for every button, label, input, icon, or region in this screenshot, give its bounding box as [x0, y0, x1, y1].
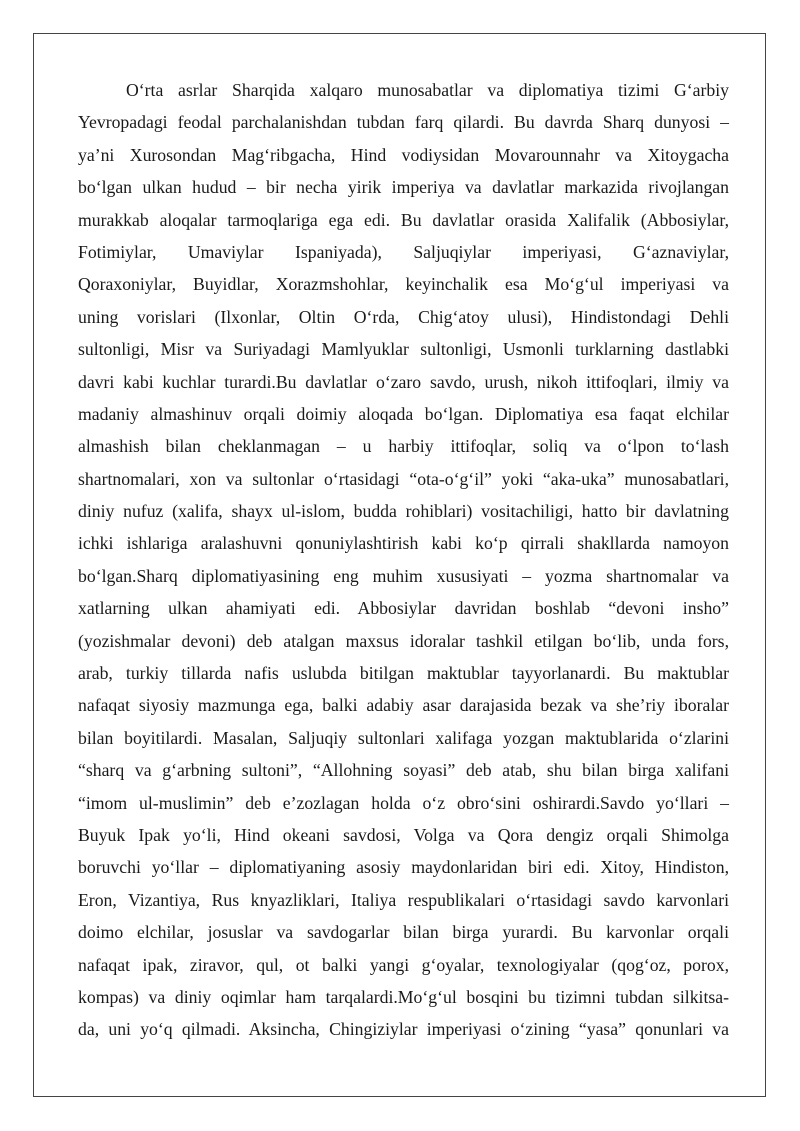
text-line: kompas) va diniy oqimlar ham tarqalardi.Mo‘g‘ul bosqini bu tizimni tubdan silkitsa- — [78, 986, 729, 1007]
text-line: boruvchi yo‘llar – diplomatiyaning asosiy maydonlaridan biri edi. Xitoy, Hindiston, — [78, 857, 729, 878]
text-line: bo‘lgan.Sharq diplomatiyasining eng muhim xususiyati – yozma shartnomalar va — [78, 565, 729, 586]
text-line: sultonligi, Misr va Suriyadagi Mamlyuklar sultonligi, Usmonli turklarning dastlabki — [78, 339, 729, 360]
text-line: murakkab aloqalar tarmoqlariga ega edi. Bu davlatlar orasida Xalifalik (Abbosiylar, — [78, 209, 729, 230]
body-paragraph — [78, 74, 729, 1046]
text-line: bilan boyitilardi. Masalan, Saljuqiy sultonlari xalifaga yozgan maktublarida o‘zlarini — [78, 727, 729, 748]
text-line: davri kabi kuchlar turardi.Bu davlatlar o‘zaro savdo, urush, nikoh ittifoqlari, ilmiy va — [78, 371, 729, 392]
text-line: almashish bilan cheklanmagan – u harbiy ittifoqlar, soliq va o‘lpon to‘lash — [78, 436, 729, 457]
text-line: da, uni yo‘q qilmadi. Aksincha, Chingiziylar imperiyasi o‘zining “yasa” qonunlari va — [78, 1019, 729, 1040]
text-line: arab, turkiy tillarda nafis uslubda bitilgan maktublar tayyorlanardi. Bu maktublar — [78, 663, 729, 684]
text-line: doimo elchilar, josuslar va savdogarlar bilan birga yurardi. Bu karvonlar orqali — [78, 922, 729, 943]
text-line: “sharq va g‘arbning sultoni”, “Allohning soyasi” deb atab, shu bilan birga xalifani — [78, 760, 729, 781]
text-line: shartnomalari, xon va sultonlar o‘rtasidagi “ota-o‘g‘il” yoki “aka-uka” munosabatlari, — [78, 468, 729, 489]
text-line: xatlarning ulkan ahamiyati edi. Abbosiylar davridan boshlab “devoni insho” — [78, 598, 729, 619]
text-line: diniy nufuz (xalifa, shayx ul-islom, budda rohiblari) vositachiligi, hatto bir davlatning — [78, 501, 729, 522]
text-line: Buyuk Ipak yo‘li, Hind okeani savdosi, Volga va Qora dengiz orqali Shimolga — [78, 824, 729, 845]
text-line: “imom ul-muslimin” deb e’zozlagan holda o‘z obro‘sini oshirardi.Savdo yo‘llari – — [78, 792, 729, 813]
text-line: nafaqat ipak, ziravor, qul, ot balki yangi g‘oyalar, texnologiyalar (qog‘oz, porox, — [78, 954, 729, 975]
page-frame — [33, 33, 766, 1097]
text-line: Yevropadagi feodal parchalanishdan tubdan farq qilardi. Bu davrda Sharq dunyosi – — [78, 112, 729, 133]
text-line: Fotimiylar, Umaviylar Ispaniyada), Saljuqiylar imperiyasi, G‘aznaviylar, — [78, 241, 729, 262]
text-line: O‘rta asrlar Sharqida xalqaro munosabatlar va diplomatiya tizimi G‘arbiy — [126, 80, 729, 100]
text-line: ichki ishlariga aralashuvni qonuniylashtirish kabi ko‘p qirrali shakllarda namoyon — [78, 533, 729, 554]
text-line: (yozishmalar devoni) deb atalgan maxsus idoralar tashkil etilgan bo‘lib, unda fors, — [78, 630, 729, 651]
text-line: bo‘lgan ulkan hudud – bir necha yirik imperiya va davlatlar markazida rivojlangan — [78, 177, 729, 198]
text-line: ya’ni Xurosondan Mag‘ribgacha, Hind vodiysidan Movarounnahr va Xitoygacha — [78, 144, 729, 165]
text-line: Eron, Vizantiya, Rus knyazliklari, Italiya respublikalari o‘rtasidagi savdo karvonlari — [78, 889, 729, 910]
text-line: uning vorislari (Ilxonlar, Oltin O‘rda, Chig‘atoy ulusi), Hindistondagi Dehli — [78, 306, 729, 327]
text-line: Qoraxoniylar, Buyidlar, Xorazmshohlar, keyinchalik esa Mo‘g‘ul imperiyasi va — [78, 274, 729, 295]
text-line: nafaqat siyosiy mazmunga ega, balki adabiy asar darajasida bezak va she’riy iboralar — [78, 695, 729, 716]
text-line: madaniy almashinuv orqali doimiy aloqada bo‘lgan. Diplomatiya esa faqat elchilar — [78, 403, 729, 424]
